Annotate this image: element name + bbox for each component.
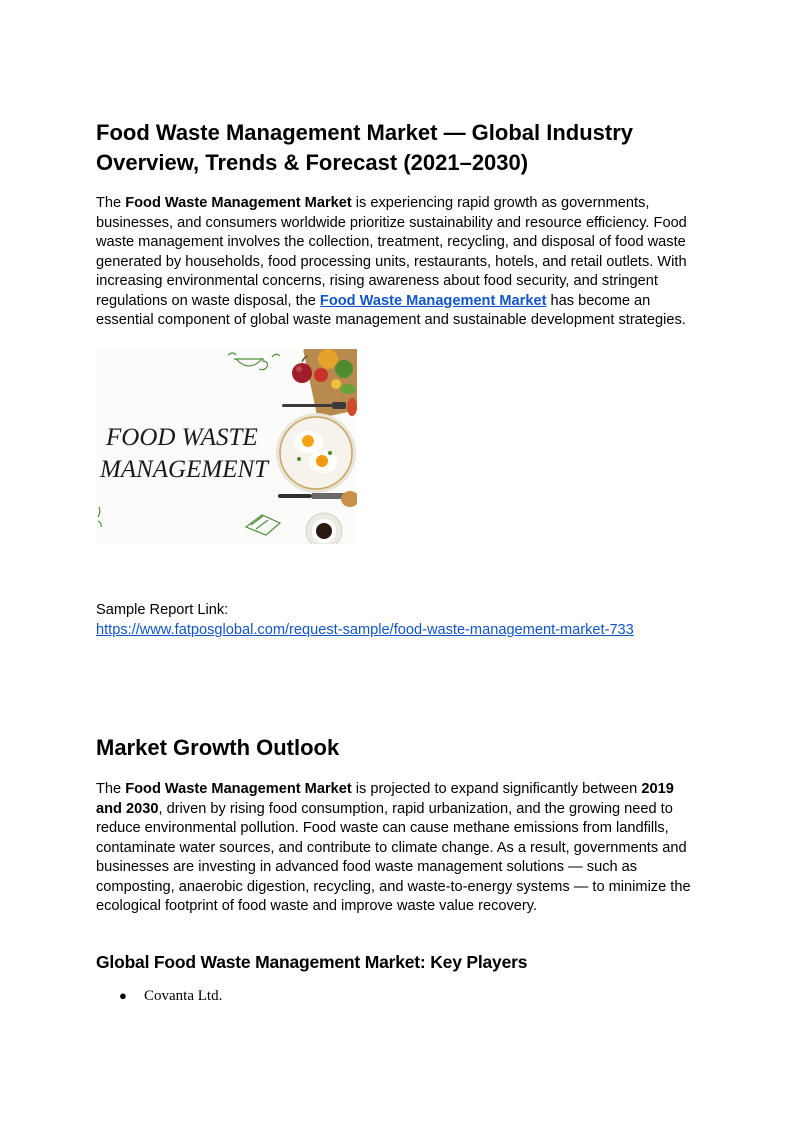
key-players-heading: Global Food Waste Management Market: Key Players [96, 952, 528, 972]
growth-bold-years: 2019 and 2030 [96, 781, 674, 817]
growth-text-3: , driven by rising food consumption, rapid urbanization, and the growing need to reduce environmental pollution. Food waste can cause methane emissions from landfills, contaminate water sources, and contribute to climate change. As a result, governments and businesses are investing in advanced food waste management solutions — such as composting, anaerobic digestion, recycling, and waste-to-energy systems — to minimize the ecological footprint of food waste and improve waste value recovery. [96, 800, 691, 914]
sample-report-link[interactable]: https://www.fatposglobal.com/request-sample/food-waste-management-market-733 [96, 622, 634, 638]
intro-bold-market: Food Waste Management Market [125, 195, 352, 211]
intro-text-1: The [96, 195, 126, 211]
growth-text-2: is projected to expand significantly between [351, 781, 642, 797]
intro-paragraph [96, 194, 702, 331]
food-waste-management-image [96, 349, 357, 544]
sample-report-label: Sample Report Link: [96, 602, 229, 618]
sample-report-block [96, 600, 634, 640]
bullet-icon: ● [119, 988, 127, 1003]
player-name: Covanta Ltd. [144, 988, 223, 1004]
plate-with-eggs-icon [276, 413, 356, 493]
growth-heading: Market Growth Outlook [96, 735, 340, 760]
growth-bold-market: Food Waste Management Market [125, 781, 352, 797]
key-players-list [96, 986, 222, 1006]
document-title: Food Waste Management Market — Global Industry Overview, Trends & Forecast (2021–2030) [96, 120, 634, 175]
growth-text-1: The [96, 781, 126, 797]
coffee-cup-icon [306, 513, 342, 544]
food-waste-illustration [96, 349, 357, 544]
list-item [96, 986, 222, 1006]
growth-paragraph [96, 780, 702, 917]
image-text-line-2: MANAGEMENT [100, 456, 269, 483]
market-link[interactable]: Food Waste Management Market [319, 292, 547, 309]
intro-text-2: is experiencing rapid growth as governments, businesses, and consumers worldwide prioritize sustainability and resource efficiency. Food waste management involves the collection, treatment, recycling, and disposal of food waste generated by households, food processing units, restaurants, hotels, and retail outlets. With increasing environmental concerns, rising awareness about food security, and stringent regulations on waste disposal, the [96, 195, 687, 309]
image-text-line-1: FOOD WASTE [106, 424, 258, 451]
intro-text-3: has become an essential component of global waste management and sustainable development strategies. [96, 292, 686, 328]
